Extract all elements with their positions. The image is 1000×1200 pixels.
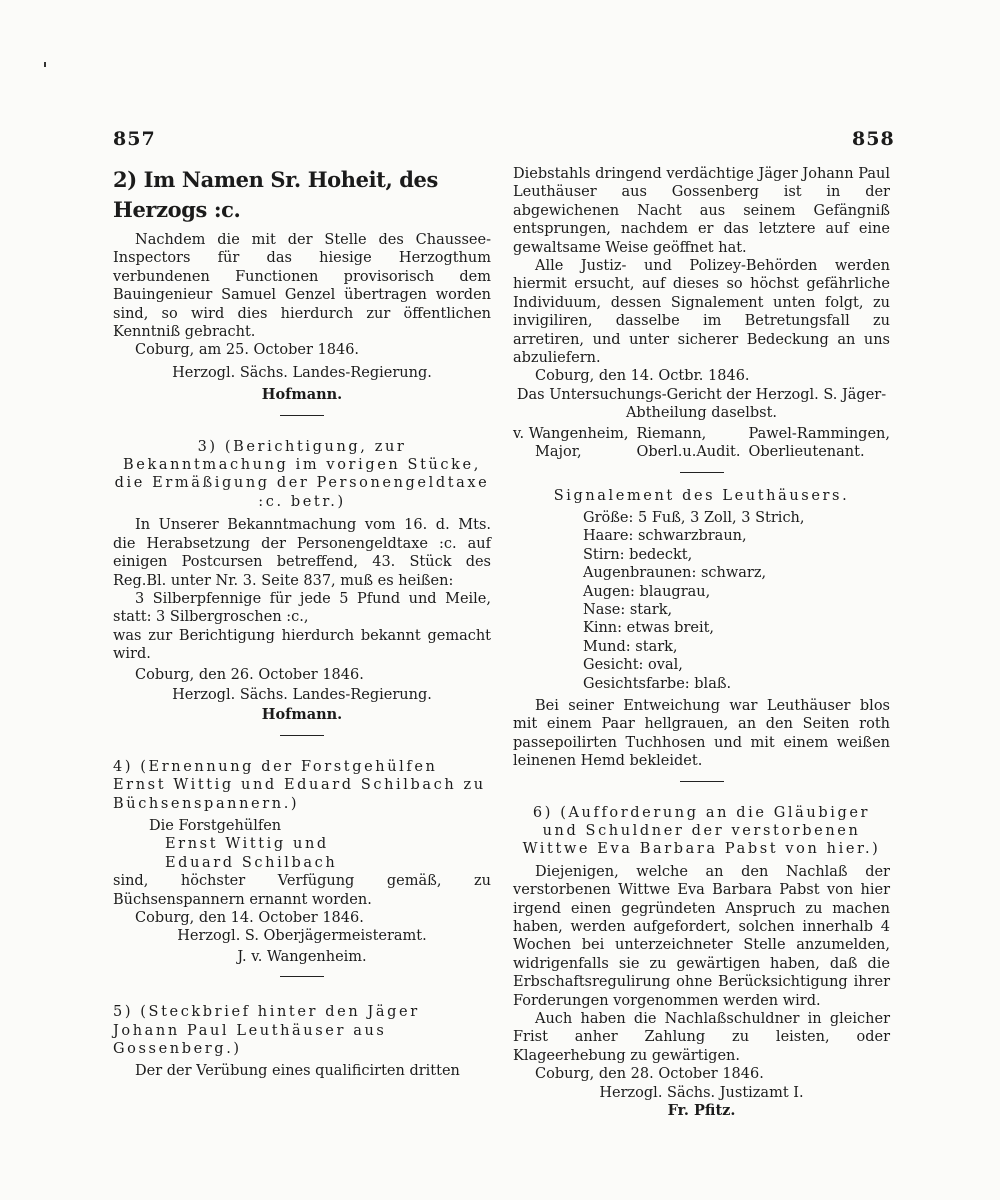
signer-1 [513, 425, 628, 462]
signer-rank: Major, [535, 444, 582, 461]
notice-6-dateline: Coburg, den 28. October 1846. [535, 1066, 764, 1083]
notice-4-signature: J. v. Wangenheim. [237, 948, 367, 965]
notice-6-authority: Herzogl. Sächs. Justizamt I. [599, 1084, 804, 1101]
notice-5-authority: Das Untersuchungs-Gericht der Herzogl. S. Jäger-Abtheilung daselbst. [516, 386, 887, 422]
page-number-right: 858 [852, 128, 895, 150]
notice-6-body-1: Diejenigen, welche an den Nachlaß der verstorbenen Wittwe Eva Barbara Pabst von hier irgend einen gegründeten Anspruch zu machen haben, werden aufgefordert, solchen innerhalb 4 Wochen bei unterzeichneter Stelle anzumelden, widrigenfalls sie zu gewärtigen haben, daß die Erbschaftsregulirung ohne Berücksichtigung ihrer Forderungen vorgenommen werden wird. [513, 863, 890, 1009]
signalement-heading: Signalement des Leuthäusers. [553, 487, 850, 504]
notice-4-line3: Eduard Schilbach [165, 854, 338, 871]
signer-name: v. Wangenheim, [513, 425, 629, 442]
notice-2-dateline: Coburg, am 25. October 1846. [135, 342, 360, 359]
signalement-row: Gesichtsfarbe: blaß. [583, 675, 732, 692]
notice-3-heading: 3) (Berichtigung, zur Bekanntmachung im vorigen Stücke, die Ermäßigung der Personengeldtaxe :c. betr.) [114, 438, 490, 510]
notice-5-dateline: Coburg, den 14. Octbr. 1846. [535, 368, 750, 385]
notice-4-heading: 4) (Ernennung der Forstgehülfen Ernst Wittig und Eduard Schilbach zu Büchsenspannern.) [113, 758, 486, 812]
signalement-row: Augenbraunen: schwarz, [583, 565, 767, 582]
separator-rule [280, 735, 324, 736]
notice-4-body: sind, höchster Verfügung gemäß, zu Büchsenspannern ernannt worden. [113, 873, 491, 908]
notice-3-dateline: Coburg, den 26. October 1846. [135, 666, 364, 683]
notice-4-authority: Herzogl. S. Oberjägermeisteramt. [177, 928, 427, 945]
notice-2-signature: Hofmann. [261, 386, 343, 404]
separator-rule [680, 781, 724, 782]
signalement-row: Nase: stark, [583, 601, 673, 618]
notice-5-continued-body-2: Alle Justiz- und Polizey-Behörden werden hiermit ersucht, auf dieses so höchst gefährliche Individuum, dessen Signalement unten folgt, zu invigiliren, dasselbe im Betretungsfall zu arretiren, und unter sicherer Bedeckung an uns abzuliefern. [513, 258, 890, 367]
notice-3-closing: was zur Berichtigung hierdurch bekannt gemacht wird. [113, 627, 491, 663]
notice-3-body: In Unserer Bekanntmachung vom 16. d. Mts. die Herabsetzung der Personengeldtaxe :c. auf einigen Postcursen betreffend, 43. Stück des Reg.Bl. unter Nr. 3. Seite 837, muß es heißen: [113, 517, 491, 589]
notice-4-dateline: Coburg, den 14. October 1846. [135, 910, 364, 926]
notice-2-body: Nachdem die mit der Stelle des Chaussee-Inspectors für das hiesige Herzogthum verbundenen Functionen provisorisch dem Bauingenieur Samuel Genzel übertragen worden sind, so wird dies hierdurch zur öffentlichen Kenntniß gebracht. [113, 232, 491, 341]
notice-2-authority: Herzogl. Sächs. Landes-Regierung. [172, 364, 432, 381]
notice-6-signature: Fr. Pfitz. [667, 1102, 736, 1120]
notice-5-body: Der der Verübung eines qualificirten dritten [135, 1063, 460, 1080]
signer-name: Riemann, [636, 425, 707, 442]
notice-4-line2: Ernst Wittig und [165, 836, 329, 853]
page-number-left: 857 [113, 128, 156, 150]
signer-3 [749, 425, 890, 462]
signer-rank: Oberlieutenant. [748, 444, 865, 461]
signalement-row: Haare: schwarzbraun, [583, 528, 747, 545]
signalement-row: Gesicht: oval, [583, 657, 683, 674]
signalement-row: Augen: blaugrau, [583, 583, 711, 600]
signalement-description: Bei seiner Entweichung war Leuthäuser blos mit einem Paar hellgrauen, an den Seiten roth passepoilirten Tuchhosen und mit einem weißen leinenen Hemd bekleidet. [513, 697, 890, 770]
notice-5-continued-body-1: Diebstahls dringend verdächtige Jäger Johann Paul Leuthäuser aus Gossenberg ist in der abgewichenen Nacht aus seinem Gefängniß entsprungen, nachdem er das letztere auf eine gewaltsame Weise geöffnet hat. [513, 166, 890, 256]
separator-rule [280, 415, 324, 416]
separator-rule [280, 976, 324, 977]
notice-3-signature: Hofmann. [261, 706, 343, 724]
signer-2 [636, 425, 740, 462]
print-speck [44, 62, 46, 67]
signalement-row: Mund: stark, [583, 638, 678, 655]
notice-3-authority: Herzogl. Sächs. Landes-Regierung. [172, 686, 432, 703]
signers-table [513, 425, 890, 462]
signer-name: Pawel-Rammingen, [748, 425, 890, 442]
signalement-list [583, 509, 890, 693]
notice-6-body-2: Auch haben die Nachlaßschuldner in gleicher Frist anher Zahlung zu leisten, oder Klageerhebung zu gewärtigen. [513, 1011, 890, 1064]
notice-6-heading: 6) (Aufforderung an die Gläubiger und Schuldner der verstorbenen Wittwe Eva Barbara Pabst von hier.) [522, 804, 881, 858]
signer-rank: Oberl.u.Audit. [636, 444, 741, 461]
separator-rule [680, 472, 724, 473]
notice-5-heading: 5) (Steckbrief hinter den Jäger Johann Paul Leuthäuser aus Gossenberg.) [113, 1004, 420, 1058]
notice-3-correction: 3 Silberpfennige für jede 5 Pfund und Meile, statt: 3 Silbergroschen :c., [113, 590, 491, 626]
left-column [113, 165, 491, 1081]
signalement-row: Stirn: bedeckt, [583, 546, 693, 563]
signalement-row: Kinn: etwas breit, [583, 620, 715, 637]
right-column [513, 165, 890, 1121]
notice-4-line1: Die Forstgehülfen [149, 817, 282, 834]
signalement-row: Größe: 5 Fuß, 3 Zoll, 3 Strich, [583, 509, 805, 526]
notice-2-heading: 2) Im Namen Sr. Hoheit, des Herzogs :c. [113, 167, 438, 222]
